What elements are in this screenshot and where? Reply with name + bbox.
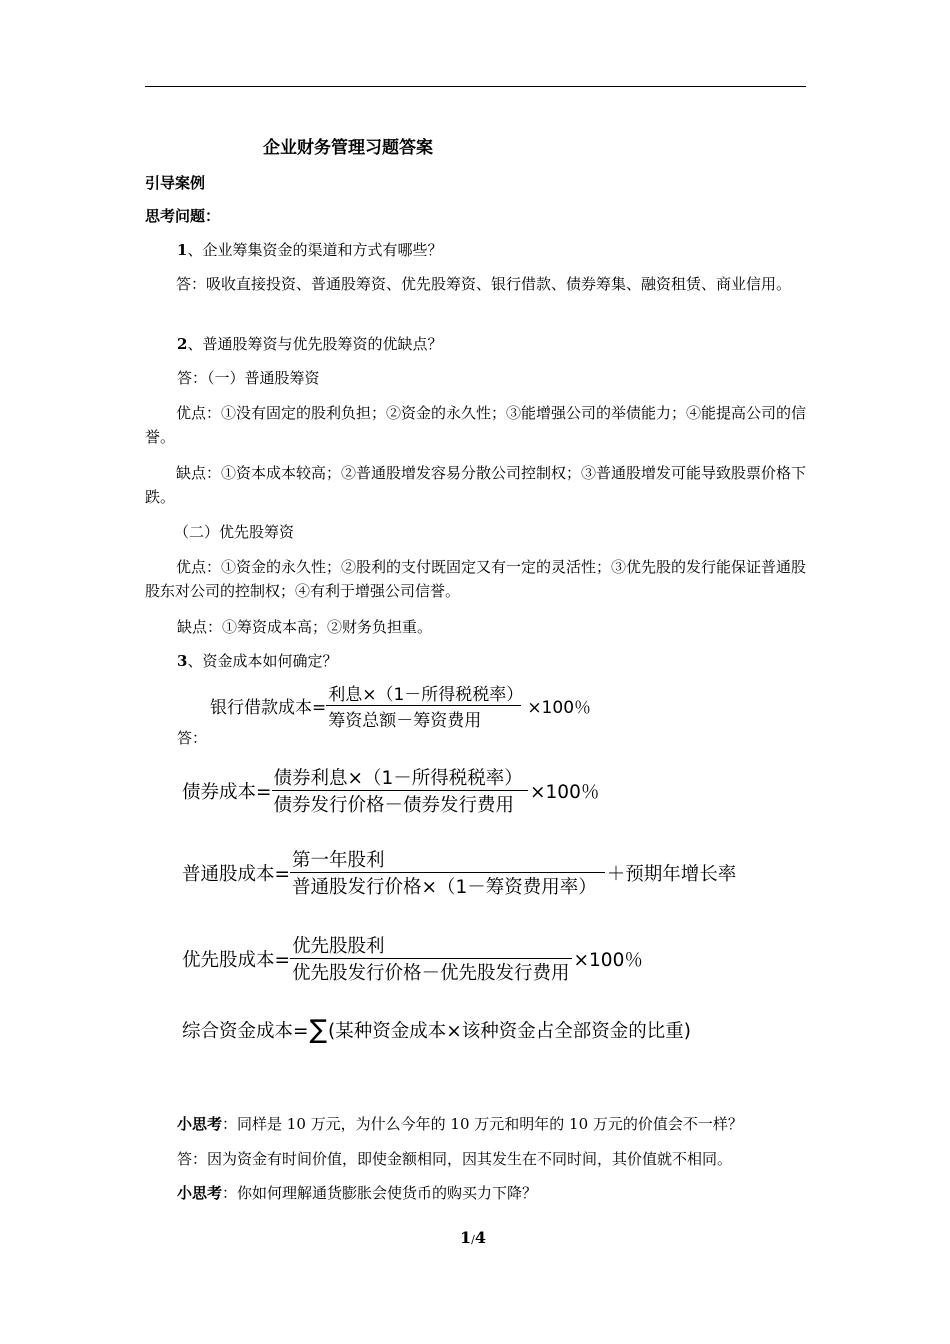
formula-fraction xyxy=(290,932,572,985)
answer-3-label: 答： xyxy=(177,729,208,747)
section-heading: 引导案例 xyxy=(145,174,206,192)
think-answer-1: 答：因为资金有时间价值，即使金额相同，因其发生在不同时间，其价值就不相同。 xyxy=(177,1150,733,1168)
formula-fraction xyxy=(326,680,525,731)
formula-numerator: 利息×（1－所得税税率） xyxy=(328,685,524,705)
formula-fraction xyxy=(290,846,605,899)
question-number: 1 xyxy=(177,241,188,259)
question-number: 2 xyxy=(177,335,188,353)
formula-lhs: 普通股成本= xyxy=(182,863,291,885)
preferred-stock-pros: 优点：①资金的永久性；②股利的支付既固定又有一定的灵活性；③优先股的发行能保证普通股股东对公司的控制权；④有利于增强公司信誉。 xyxy=(145,558,807,600)
formula-denominator: 债券发行价格－债券发行费用 xyxy=(272,790,529,817)
formula-denominator: 普通股发行价格×（1－筹资费用率） xyxy=(290,872,605,899)
question-number: 3 xyxy=(177,652,188,670)
think-text: ：同样是 10 万元，为什么今年的 10 万元和明年的 10 万元的价值会不一样？ xyxy=(222,1115,743,1133)
answer-1: 答：吸收直接投资、普通股筹资、优先股筹资、银行借款、债券筹集、融资租赁、商业信用。 xyxy=(176,275,792,293)
page-separator: / xyxy=(471,1233,475,1246)
formula-lhs: 债券成本= xyxy=(182,781,272,803)
question-2 xyxy=(177,332,442,356)
formula-bank-loan-cost xyxy=(210,680,591,731)
formula-bond-cost xyxy=(182,764,599,817)
formula-numerator: 第一年股利 xyxy=(292,850,385,871)
formula-common-stock-cost xyxy=(182,846,736,899)
think-question-1 xyxy=(177,1112,743,1136)
question-text: 、企业筹集资金的渠道和方式有哪些？ xyxy=(187,241,443,259)
formula-lhs: 优先股成本= xyxy=(182,949,291,971)
common-stock-cons: 缺点：①资本成本较高；②普通股增发容易分散公司控制权；③普通股增发可能导致股票价格下跌。 xyxy=(145,464,807,506)
question-text: 、资金成本如何确定？ xyxy=(187,652,338,670)
think-label: 小思考 xyxy=(177,1184,223,1202)
page-current: 1 xyxy=(460,1228,472,1247)
sigma-symbol: ∑ xyxy=(309,1015,328,1045)
formula-denominator: 筹资总额－筹资费用 xyxy=(326,705,521,731)
document-title: 企业财务管理习题答案 xyxy=(263,138,433,158)
formula-fraction xyxy=(272,764,529,817)
formula-tail: ×100％ xyxy=(527,698,592,718)
think-label: 小思考 xyxy=(177,1115,223,1133)
question-3 xyxy=(177,649,337,673)
page-number xyxy=(460,1228,486,1247)
common-stock-pros: 优点：①没有固定的股利负担；②资金的永久性；③能增强公司的举债能力；④能提高公司的信誉。 xyxy=(145,404,807,446)
question-text: 、普通股筹资与优先股筹资的优缺点？ xyxy=(187,335,443,353)
question-1 xyxy=(177,238,442,262)
formula-denominator: 优先股发行价格－优先股发行费用 xyxy=(290,958,572,985)
formula-tail: ＋预期年增长率 xyxy=(606,863,737,885)
header-rule xyxy=(145,86,806,87)
sub-heading: 思考问题： xyxy=(145,207,221,225)
preferred-stock-heading: （二）优先股筹资 xyxy=(174,523,295,541)
think-text: ：你如何理解通货膨胀会使货币的购买力下降？ xyxy=(222,1184,538,1202)
think-question-2 xyxy=(177,1181,537,1205)
preferred-stock-cons: 缺点：①筹资成本高；②财务负担重。 xyxy=(177,618,433,636)
formula-preferred-stock-cost xyxy=(182,932,643,985)
page-total: 4 xyxy=(474,1228,486,1247)
answer-2-intro: 答：（一）普通股筹资 xyxy=(177,369,320,387)
formula-lhs: 银行借款成本= xyxy=(210,698,327,718)
formula-weighted-average-cost xyxy=(182,1015,691,1045)
formula-tail: ×100％ xyxy=(530,781,600,803)
formula-numerator: 优先股股利 xyxy=(292,936,385,957)
formula-tail: ×100％ xyxy=(573,949,643,971)
formula-numerator: 债券利息×（1－所得税税率） xyxy=(273,768,523,789)
formula-lhs: 综合资金成本= xyxy=(182,1021,309,1042)
formula-body: (某种资金成本×该种资金占全部资金的比重) xyxy=(328,1021,691,1042)
